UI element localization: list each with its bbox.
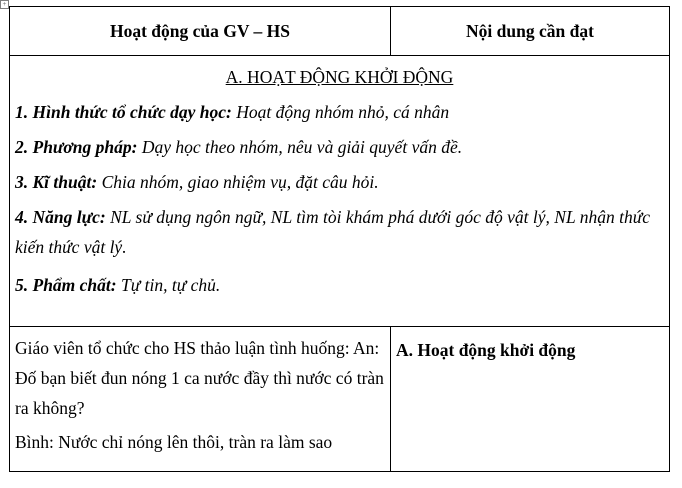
- item-pham-chat: [15, 273, 664, 297]
- binh-text: Bình: Nước chỉ nóng lên thôi, tràn ra làm sao: [15, 432, 333, 452]
- item-nang-luc: [15, 202, 664, 262]
- activity-row: [10, 327, 670, 472]
- lesson-table: [9, 6, 670, 472]
- header-content: Nội dung cần đạt: [391, 7, 670, 56]
- teacher-cell: [10, 327, 391, 472]
- item-label: 4. Năng lực:: [15, 207, 106, 227]
- item-text: Dạy học theo nhóm, nêu và giải quyết vấn đề.: [141, 137, 463, 157]
- item-label: 3. Kĩ thuật:: [15, 172, 98, 192]
- item-label: 2. Phương pháp:: [15, 137, 138, 157]
- table-move-handle[interactable]: +: [0, 0, 9, 9]
- item-text: Hoạt động nhóm nhỏ, cá nhân: [236, 102, 450, 122]
- teacher-text: Giáo viên tổ chức cho HS thảo luận tình huống: An: Đố bạn biết đun nóng 1 ca nước đầy thì nước có tràn ra không?: [15, 338, 384, 418]
- header-row: [10, 7, 670, 56]
- item-label: 1. Hình thức tổ chức dạy học:: [15, 102, 232, 122]
- item-hinh-thuc: [15, 100, 664, 124]
- header-activity: Hoạt động của GV – HS: [10, 7, 391, 56]
- item-label: 5. Phẩm chất:: [15, 275, 117, 295]
- section-cell: [10, 56, 670, 327]
- content-cell: A. Hoạt động khởi động: [391, 327, 670, 472]
- section-title: A. HOẠT ĐỘNG KHỞI ĐỘNG: [225, 67, 454, 87]
- section-row: [10, 56, 670, 327]
- item-text: Chia nhóm, giao nhiệm vụ, đặt câu hỏi.: [101, 172, 379, 192]
- item-phuong-phap: [15, 135, 664, 159]
- item-text: NL sử dụng ngôn ngữ, NL tìm tòi khám phá dưới góc độ vật lý, NL nhận thức kiến thức vật lý.: [15, 207, 651, 257]
- item-ki-thuat: [15, 170, 664, 194]
- item-text: Tự tin, tự chủ.: [120, 275, 221, 295]
